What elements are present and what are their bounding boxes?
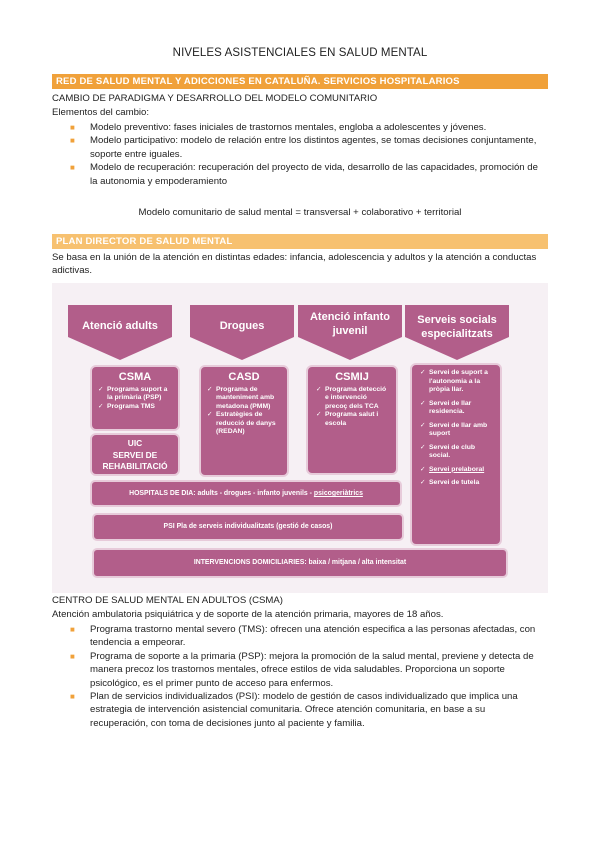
arrow-atencio-infanto-juvenil (298, 305, 402, 360)
csmij-title: CSMIJ (335, 371, 369, 383)
bullet-icon: ■ (70, 625, 75, 634)
section-bar-plan-director: PLAN DIRECTOR DE SALUD MENTAL (52, 234, 548, 249)
csma-list (98, 386, 172, 411)
casd-title: CASD (228, 371, 260, 383)
arrow-label: Atenció infanto juvenil (309, 311, 391, 337)
csma-subtitle: CENTRO DE SALUD MENTAL EN ADULTOS (CSMA) (52, 595, 283, 606)
csma-title: CSMA (118, 371, 152, 383)
list-item: ■ Modelo participativo: modelo de relación entre los distintos agentes, se tomas decisiones conjuntamente, soporte entre iguales. (70, 135, 537, 160)
csma-intro: Atención ambulatoria psiquiátrica y de soporte de la atención primaria, mayores de 18 años. (52, 609, 444, 620)
change-elements-list (52, 121, 548, 188)
csma-box (90, 365, 180, 431)
arrow-serveis-socials (405, 305, 509, 360)
list-item: ✓ Estratègies de reducció de danys (REDAN) (207, 411, 281, 436)
section-subtitle-cambio: CAMBIO DE PARADIGMA Y DESARROLLO DEL MODELO COMUNITARIO (52, 93, 378, 104)
list-item: ✓ Servei de llar amb suport (420, 422, 492, 439)
section-bar-red-salud-mental: RED DE SALUD MENTAL Y ADICCIONES EN CATALUÑA. SERVICIOS HOSPITALARIOS (52, 74, 548, 89)
hospitals-de-dia-bar: HOSPITALS DE DIA: adults - drogues - infanto juvenils - psicogeriàtrics (90, 480, 402, 507)
list-item: ✓ Programa TMS (98, 403, 172, 411)
bullet-icon: ■ (70, 123, 75, 132)
arrow-drogues (190, 305, 294, 360)
list-item: ✓ Programa salut i escola (316, 411, 388, 428)
bullet-icon: ■ (70, 136, 75, 146)
csma-programs-list (52, 623, 548, 730)
formula-line: Modelo comunitario de salud mental = transversal + colaborativo + territorial (138, 207, 462, 218)
casd-box (199, 365, 289, 477)
list-item: ■ Modelo preventivo: fases iniciales de trastornos mentales, engloba a adolescentes y jóvenes. (70, 122, 487, 133)
arrow-atencio-adults (68, 305, 172, 360)
page-title: NIVELES ASISTENCIALES EN SALUD MENTAL (172, 47, 428, 59)
list-item: ✓ Programa de manteniment amb metadona (PMM) (207, 386, 281, 411)
plan-director-text: Se basa en la unión de la atención en distintas edades: infancia, adolescencia y adultos y la atención a conductas adictivas. (52, 252, 537, 277)
list-item: ✓ Servei prelaboral (420, 466, 492, 475)
casd-list (207, 386, 281, 436)
psi-bar: PSI Pla de serveis individualitzats (gestió de casos) (92, 513, 404, 541)
serveis-socials-box (410, 363, 502, 546)
list-item: ✓ Servei de tutela (420, 479, 492, 488)
list-item: ✓ Servei de llar residencia. (420, 400, 492, 417)
list-item: ■ Programa trastorno mental severo (TMS): ofrecen una atención especifica a las personas afectadas, con tendencia a empeorar. (70, 624, 536, 649)
list-item: ■ Plan de servicios individualizados (PSI): modelo de gestión de casos individualizado que implica una estrategia de intervención asistencial comunitaria. Ofrece atención comunitaria, en base a su recuperación, con toma de decisiones junto al paciente y familia. (70, 691, 518, 729)
list-item: ■ Modelo de recuperación: recuperación del proyecto de vida, desarrollo de las capacidades, promoción de la autonomia y empoderamiento (70, 162, 538, 187)
list-item: ✓ Servei de club social. (420, 444, 492, 461)
arrow-label: Serveis socials especialitzats (417, 314, 497, 340)
uic-box: UIC SERVEI DE REHABILITACIÓ (90, 433, 180, 476)
care-network-diagram (52, 283, 548, 593)
arrow-label: Atenció adults (82, 320, 158, 332)
list-item: ✓ Programa detecció e intervenció precoç dels TCA (316, 386, 388, 411)
elements-intro: Elementos del cambio: (52, 107, 150, 118)
csmij-list (316, 386, 388, 428)
bullet-icon: ■ (70, 692, 75, 702)
bullet-icon: ■ (70, 163, 75, 173)
serveis-list (420, 369, 492, 488)
bullet-icon: ■ (70, 651, 75, 661)
list-item: ■ Programa de soporte a la primaria (PSP): mejora la promoción de la salud mental, previene y detecta de manera precoz los trastornos mentales, ofrece estilos de vida saludables. Proporciona un soporte psicológico, es el primer punto de acceso para enfermos. (70, 650, 534, 689)
intervencions-domiciliaries-bar: INTERVENCIONS DOMICILIARIES: baixa / mitjana / alta intensitat (92, 548, 508, 578)
list-item: ✓ Servei de suport a l'autonomia a la pròpia llar. (420, 369, 492, 395)
list-item: ✓ Programa suport a la primària (PSP) (98, 386, 172, 403)
csmij-box (306, 365, 398, 475)
arrow-label: Drogues (219, 320, 265, 332)
